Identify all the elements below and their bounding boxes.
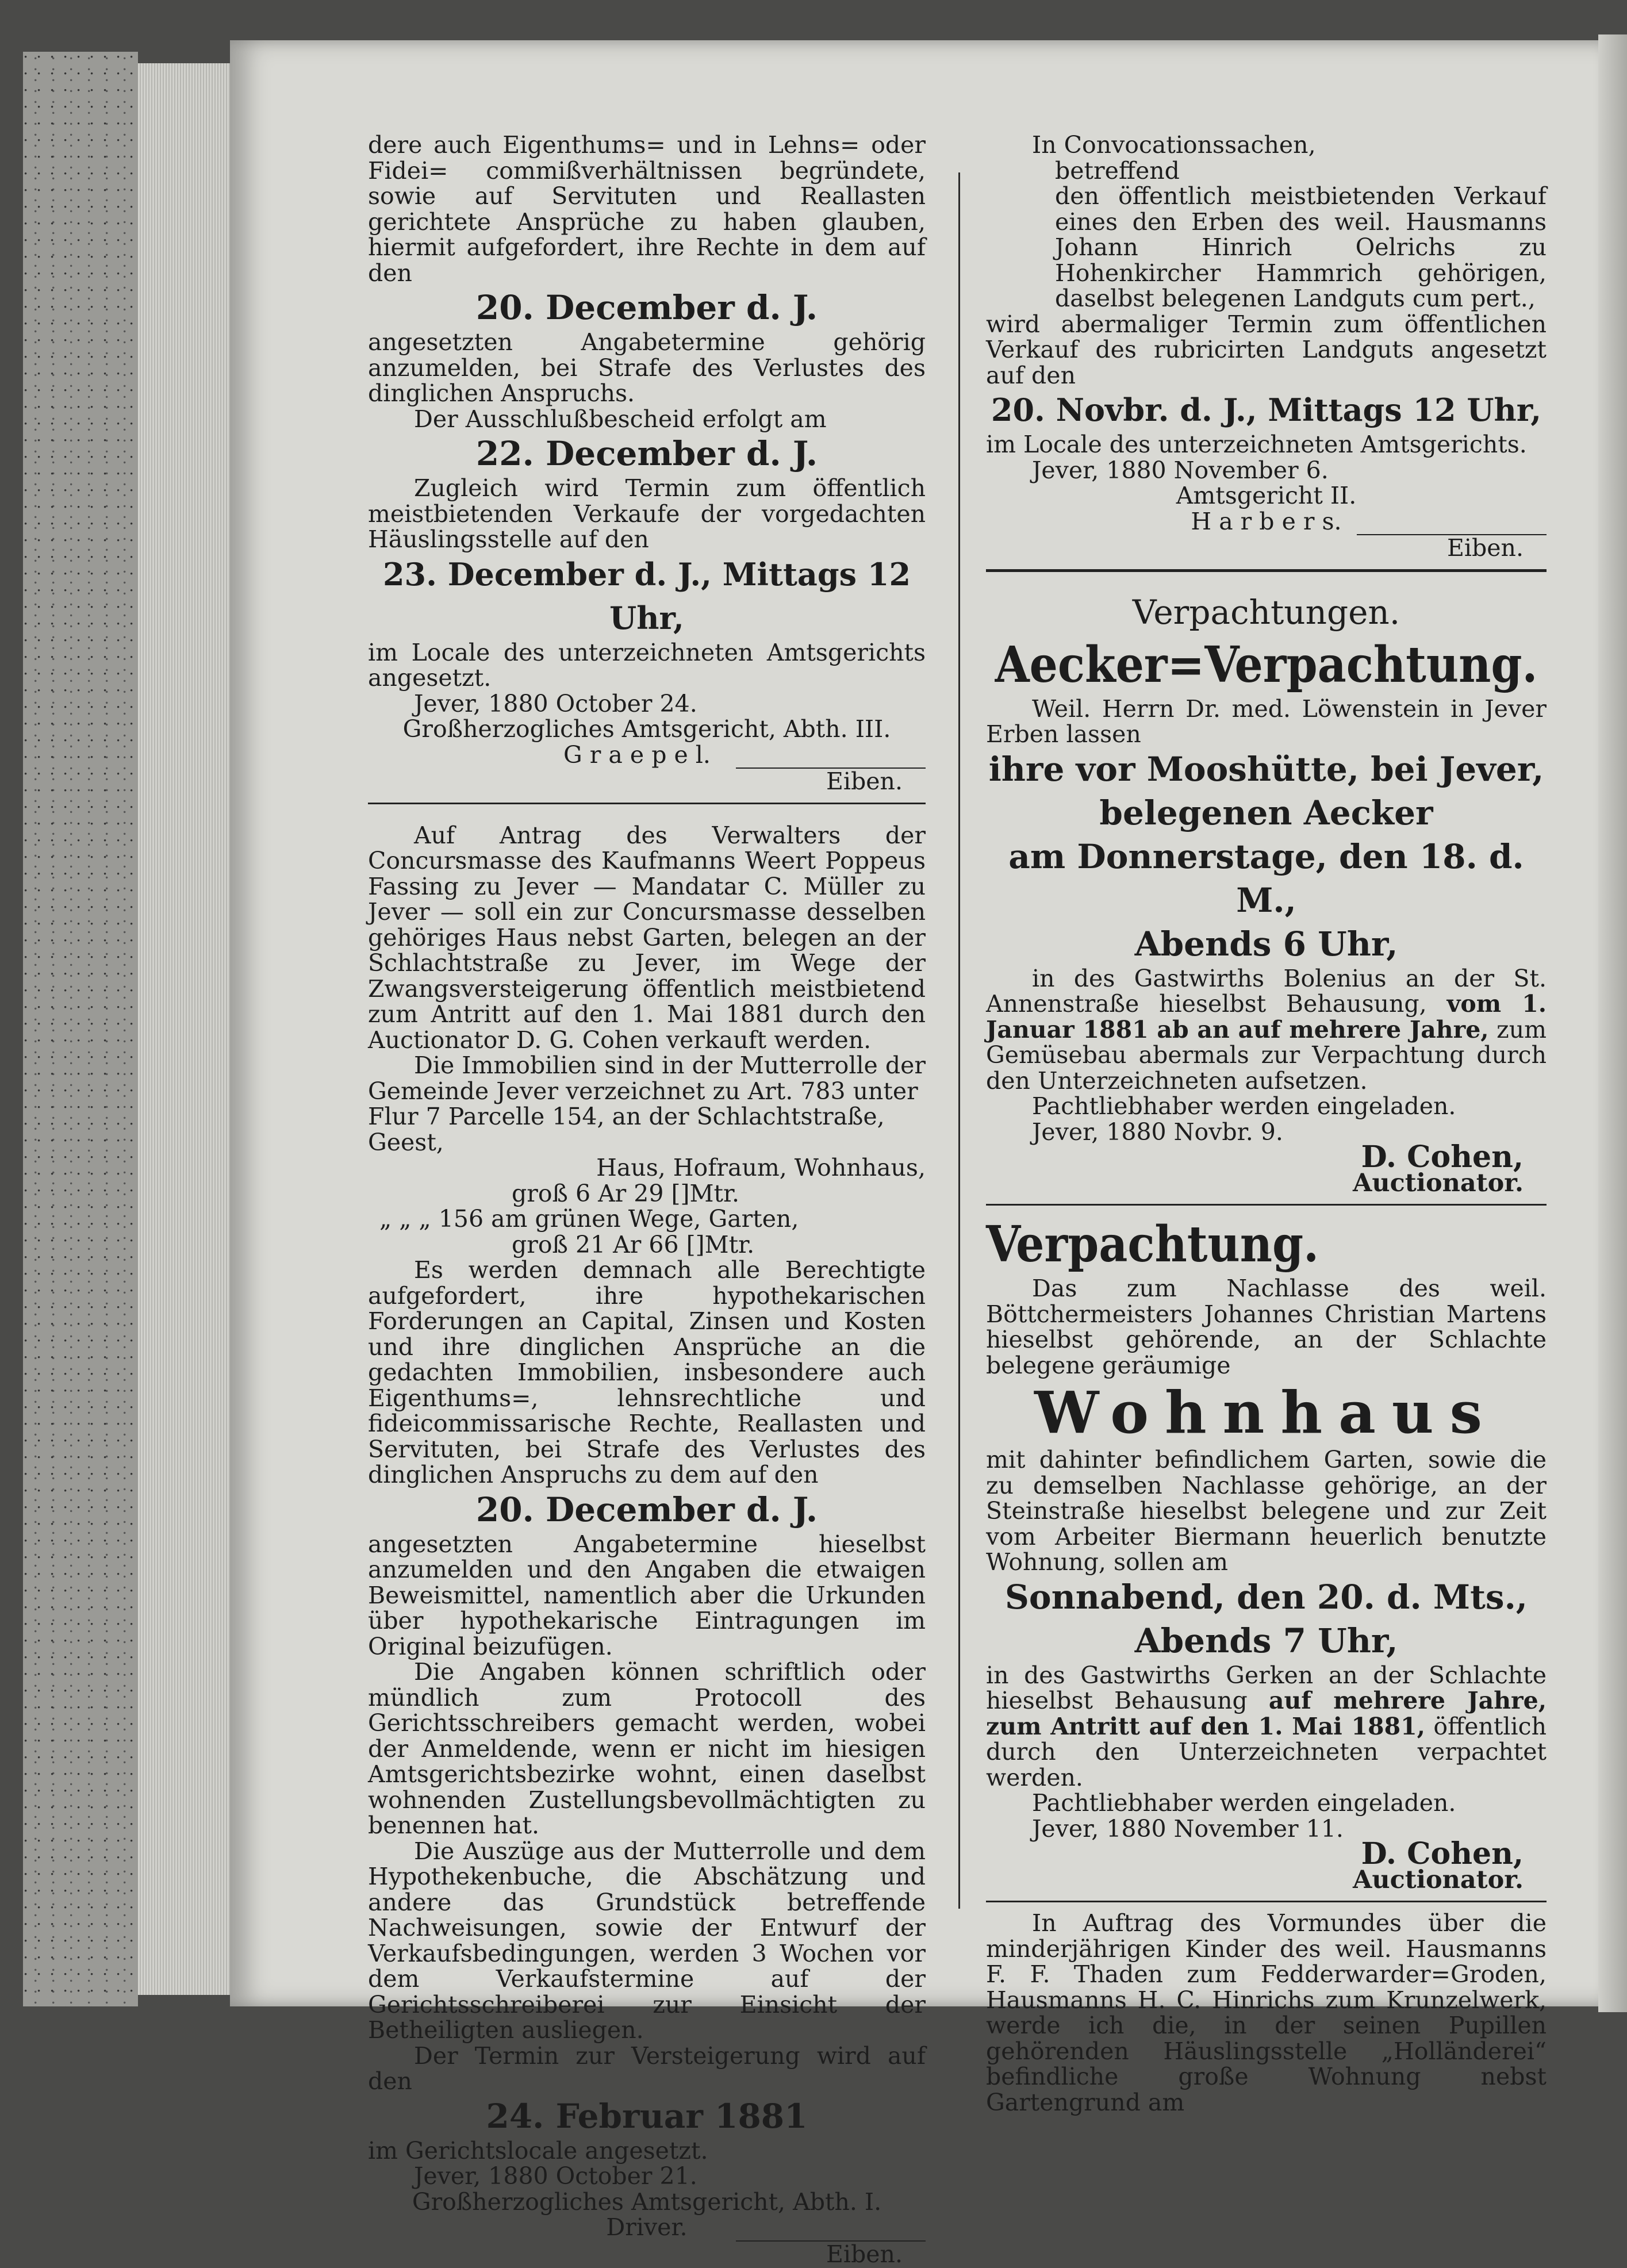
notice-text: Flur 7 Parcelle 154, an der Schlachtstraße, Geest, — [368, 1103, 885, 1156]
book-edge — [23, 52, 138, 2006]
notice-date: 20. December d. J. — [475, 1490, 818, 1529]
ad-time: Abends 6 Uhr, — [1134, 924, 1398, 964]
notice-text: groß 21 Ar 66 []Mtr. — [512, 1230, 755, 1258]
notice-text: öffentlich durch den Unterzeichneten verpachtet werden. — [986, 1712, 1547, 1791]
page-stack — [138, 63, 230, 1995]
notice-text: dere auch Eigenthums= und in Lehns= oder Fidei= commißverhältnissen begründete, sowie auf Servituten und Reallasten gerichtete Ansprüche zu haben glauben, hiermit aufgefordert, ihre Rechte in dem auf den — [368, 131, 926, 287]
judge-name: G r a e p e l. — [563, 740, 711, 769]
notice-text: im Locale des unterzeichneten Amtsgerichts angesetzt. — [368, 638, 926, 692]
notice-text: zum Gemüsebau abermals zur Verpachtung durch den Unterzeichneten aufsetzen. — [986, 1015, 1547, 1095]
notice-text: mit dahinter befindlichem Garten, sowie die zu demselben Nachlasse gehörige, an der Steinstraße hieselbst belegene und zur Zeit vom Arbeiter Biermann heuerlich benutzte Wohnung, sollen am — [986, 1446, 1547, 1576]
section-rule — [986, 569, 1547, 572]
clerk-name: Eiben. — [826, 767, 903, 795]
notice-text: Die Angaben können schriftlich oder mündlich zum Protocoll des Gerichtsschreibers gemacht werden, wobei der Anmeldende, wenn er nicht im hiesigen Amtsgerichtsbezirke wohnt, einen daselbst wohnenden Zustellungsbevollmächtigten zu benennen hat. — [368, 1658, 926, 1839]
section-rule — [986, 1204, 1547, 1206]
place-date: Jever, 1880 October 24. — [414, 689, 697, 717]
section-rule — [986, 1901, 1547, 1902]
notice-date: 22. December d. J. — [475, 434, 818, 473]
clerk-name: Eiben. — [1447, 534, 1524, 562]
notice-text: Auf Antrag des Verwalters der Concursmasse des Kaufmanns Weert Poppeus Fassing zu Jever — Mandatar C. Müller zu Jever — soll ein zur Concursmasse desselben gehöriges Haus nebst Garten, belegen an der Schlachtstraße zu Jever, im Wege der Zwangsversteigerung öffentlich meistbietend zum Antritt auf den 1. Mai 1881 durch den Auctionator D. G. Cohen verkauft werden. — [368, 821, 926, 1054]
notice-text: Die Immobilien sind in der Mutterrolle der Gemeinde Jever verzeichnet zu Art. 783 unter — [368, 1052, 926, 1105]
ad-title: Aecker=Verpachtung. — [995, 635, 1538, 694]
notice-emphasis: vom 1. Januar 1881 ab an auf mehrere Jahre, — [986, 990, 1547, 1043]
signer-name: D. Cohen, — [1361, 1139, 1524, 1175]
notice-text: Das zum Nachlasse des weil. Böttchermeisters Johannes Christian Martens hieselbst gehörende, an der Schlachte belegene geräumige — [986, 1275, 1547, 1379]
signer-role: Auctionator. — [1352, 1865, 1524, 1894]
notice-text: angesetzten Angabetermine hieselbst anzumelden und den Angaben die etwaigen Beweismittel, namentlich aber die Urkunden über hypothekarische Eintragungen im Original beizufügen. — [368, 1530, 926, 1660]
ad-time: Abends 7 Uhr, — [1134, 1621, 1398, 1660]
signer-name: D. Cohen, — [1361, 1836, 1524, 1871]
notice-date: 20. Novbr. d. J., Mittags 12 Uhr, — [991, 392, 1542, 428]
notice-text: Es werden demnach alle Berechtigte aufgefordert, ihre hypothekarischen Forderungen an Capital, Zinsen und Kosten und ihre dinglichen Ansprüche an die gedachten Immobilien, insbesondere auch Eigenthums=, lehnsrechtliche und fideicommissarische Rechte, Reallasten und Servituten, bei Strafe des Verlustes des dinglichen Anspruchs zu dem auf den — [368, 1256, 926, 1488]
notice-text: In Auftrag des Vormundes über die minderjährigen Kinder des weil. Hausmanns F. F. Thaden zum Fedderwarder=Groden, Hausmanns H. C. Hinrichs zum Krunzelwerk, werde ich die, in der seinen Pupillen gehörenden Häuslingsstelle „Holländerei“ befindliche große Wohnung nebst Gartengrund am — [986, 1909, 1547, 2116]
signer-role: Auctionator. — [1352, 1168, 1524, 1198]
place-date: Jever, 1880 November 6. — [1032, 456, 1329, 484]
notice-text: Zugleich wird Termin zum öffentlich meistbietenden Verkaufe der vorgedachten Häuslingsstelle auf den — [368, 474, 926, 553]
notice-text: den öffentlich meistbietenden Verkauf eines den Erben des weil. Hausmanns Johann Hinrich Oelrichs zu Hohenkircher Hammrich gehörigen, daselbst belegenen Landguts cum pert., — [1055, 182, 1547, 312]
notice-text: wird abermaliger Termin zum öffentlichen Verkauf des rubricirten Landguts angesetzt auf den — [986, 310, 1547, 389]
notice-text: Pachtliebhaber werden eingeladen. — [1032, 1789, 1456, 1817]
place-date: Jever, 1880 October 21. — [414, 2162, 697, 2190]
court-name: Großherzogliches Amtsgericht, Abth. I. — [412, 2188, 882, 2216]
notice-text: Der Ausschlußbescheid erfolgt am — [414, 405, 827, 433]
judge-name: Driver. — [606, 2213, 688, 2241]
notice-text: im Locale des unterzeichneten Amtsgerichts. — [986, 431, 1527, 458]
notice-text: in des Gastwirths Gerken an der Schlachte hieselbst Behausung — [986, 1661, 1547, 1714]
notice-text: in des Gastwirths Bolenius an der St. Annenstraße hieselbst Behausung, — [986, 964, 1547, 1018]
notice-text: In Convocationssachen, — [1032, 131, 1316, 159]
section-heading: Verpachtungen. — [1132, 592, 1400, 632]
judge-name: H a r b e r s. — [1191, 507, 1342, 535]
place-date: Jever, 1880 November 11. — [1032, 1814, 1344, 1843]
right-column — [986, 132, 1547, 2115]
ad-date: am Donnerstage, den 18. d. M., — [1008, 836, 1524, 920]
notice-text: betreffend — [1055, 156, 1180, 185]
left-column — [368, 132, 926, 2267]
clerk-name: Eiben. — [826, 2240, 903, 2268]
next-page-edge — [1598, 34, 1627, 2012]
ad-subtitle: belegenen Aecker — [1099, 793, 1433, 832]
notice-text: Haus, Hofraum, Wohnhaus, — [596, 1154, 926, 1181]
place-date: Jever, 1880 Novbr. 9. — [1032, 1118, 1283, 1146]
notice-date: 23. December d. J., Mittags 12 Uhr, — [382, 555, 911, 636]
notice-text: Die Auszüge aus der Mutterrolle und dem Hypothekenbuche, die Abschätzung und andere das Grundstück betreffende Nachweisungen, sowie der Entwurf der Verkaufsbedingungen, werden 3 Wochen vor dem Verkaufstermine auf der Gerichtsschreiberei zur Einsicht der Betheiligten ausliegen. — [368, 1837, 926, 2044]
section-rule — [368, 803, 926, 804]
notice-text: Pachtliebhaber werden eingeladen. — [1032, 1092, 1456, 1120]
ad-title: Verpachtung. — [986, 1215, 1319, 1273]
ad-subtitle: ihre vor Mooshütte, bei Jever, — [988, 749, 1544, 789]
notice-text: groß 6 Ar 29 []Mtr. — [512, 1179, 740, 1207]
notice-text: im Gerichtslocale angesetzt. — [368, 2136, 708, 2165]
notice-text: „ „ „ 156 am grünen Wege, Garten, — [379, 1205, 799, 1233]
notice-text: Weil. Herrn Dr. med. Löwenstein in Jever Erben lassen — [986, 694, 1547, 748]
notice-date: 24. Februar 1881 — [486, 2096, 808, 2136]
court-name: Amtsgericht II. — [1176, 482, 1357, 509]
notice-text: Der Termin zur Versteigerung wird auf den — [368, 2041, 926, 2095]
court-name: Großherzogliches Amtsgericht, Abth. III. — [402, 715, 891, 743]
ad-date: Sonnabend, den 20. d. Mts., — [1005, 1577, 1528, 1617]
notice-emphasis: auf mehrere Jahre, zum Antritt auf den 1. Mai 1881, — [986, 1687, 1547, 1740]
ad-object: Wohnhaus — [1034, 1379, 1498, 1446]
column-divider — [958, 172, 960, 1909]
notice-date: 20. December d. J. — [475, 288, 818, 327]
notice-text: angesetzten Angabetermine gehörig anzumelden, bei Strafe des Verlustes des dinglichen Anspruchs. — [368, 328, 926, 407]
